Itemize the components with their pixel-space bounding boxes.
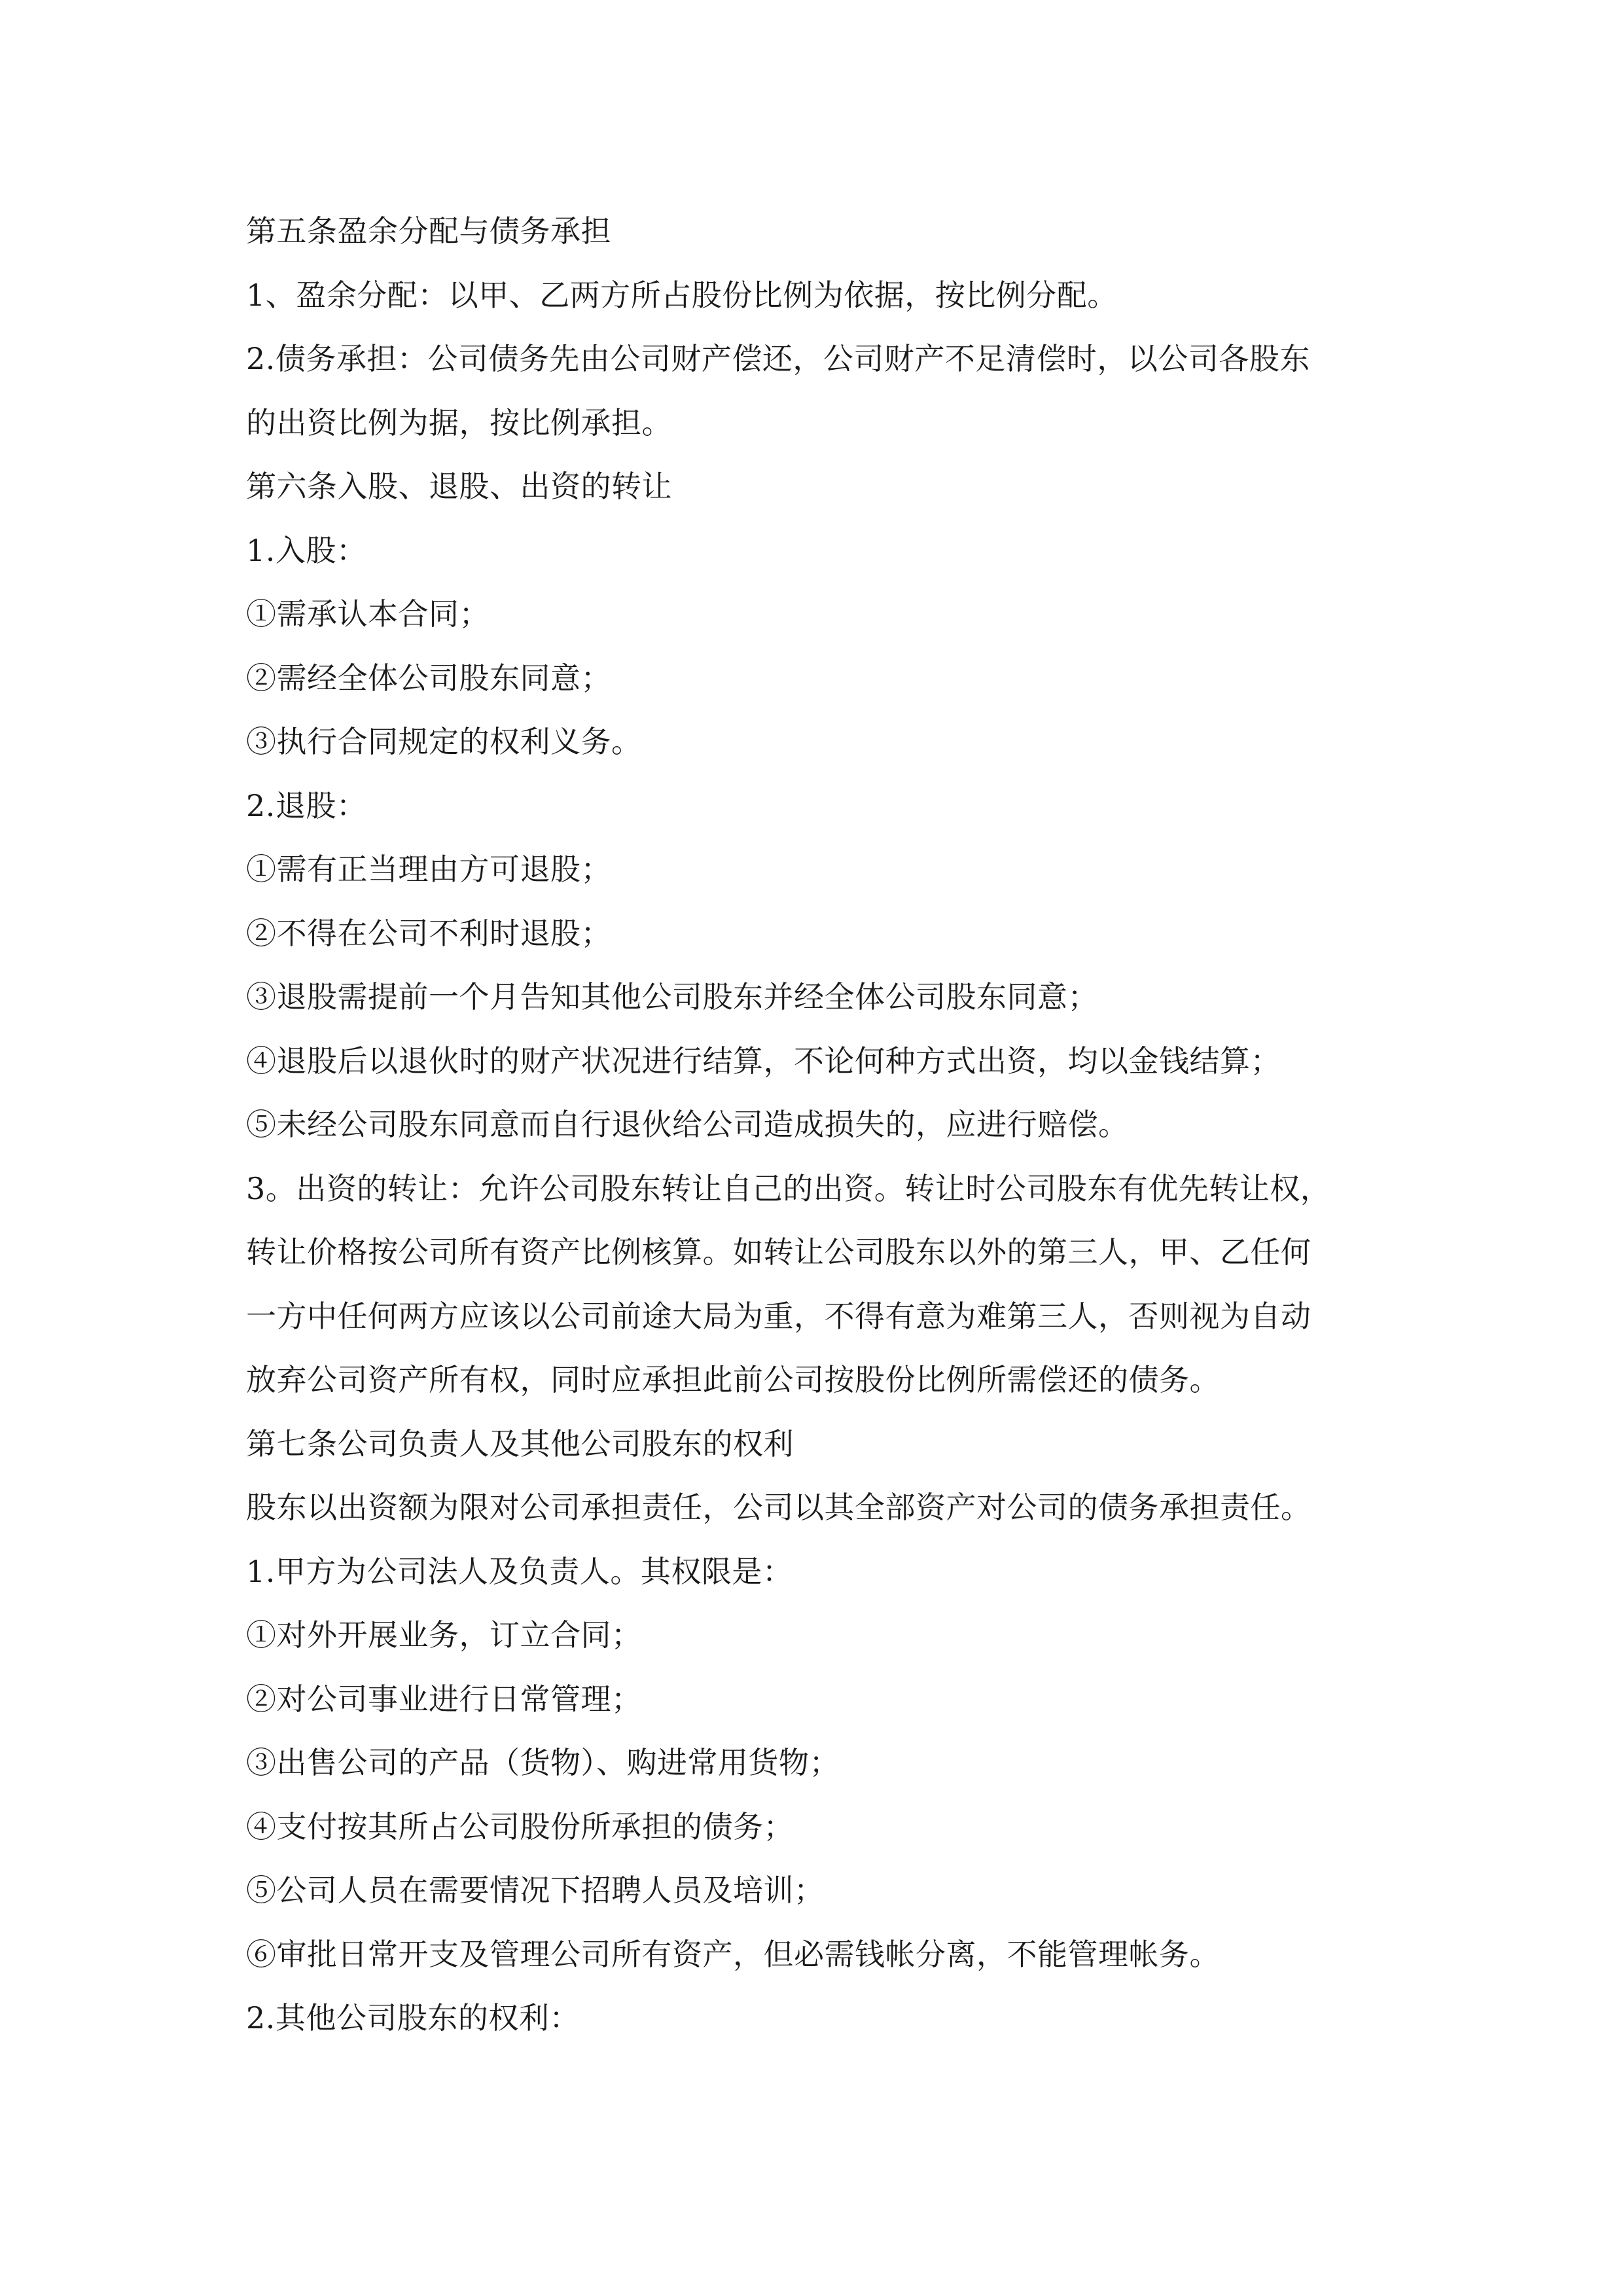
text-line: 2.退股：	[246, 787, 367, 823]
text-line: ③执行合同规定的权利义务。	[246, 724, 642, 759]
text-line: 股东以出资额为限对公司承担责任，公司以其全部资产对公司的债务承担责任。	[246, 1490, 1311, 1525]
article-7-heading: 第七条公司负责人及其他公司股东的权利	[246, 1426, 794, 1462]
text-line: ①需承认本合同；	[246, 596, 490, 632]
text-line: ⑥审批日常开支及管理公司所有资产，但必需钱帐分离，不能管理帐务。	[246, 1936, 1220, 1972]
text-line: 3。出资的转让：允许公司股东转让自己的出资。转让时公司股东有优先转让权，	[246, 1170, 1331, 1206]
article-6-heading: 第六条入股、退股、出资的转让	[246, 469, 672, 504]
text-line: ②对公司事业进行日常管理；	[246, 1681, 642, 1717]
text-line: 一方中任何两方应该以公司前途大局为重，不得有意为难第三人，否则视为自动	[246, 1298, 1311, 1334]
text-line: ②需经全体公司股东同意；	[246, 660, 611, 696]
text-line: 的出资比例为据，按比例承担。	[246, 404, 672, 440]
text-line: ④退股后以退伙时的财产状况进行结算，不论何种方式出资，均以金钱结算；	[246, 1043, 1281, 1079]
article-5-heading: 第五条盈余分配与债务承担	[246, 213, 611, 249]
text-line: ⑤未经公司股东同意而自行退伙给公司造成损失的，应进行赔偿。	[246, 1107, 1129, 1142]
text-line: 转让价格按公司所有资产比例核算。如转让公司股东以外的第三人，甲、乙任何	[246, 1234, 1311, 1270]
text-line: ⑤公司人员在需要情况下招聘人员及培训；	[246, 1873, 825, 1908]
text-line: 1、盈余分配：以甲、乙两方所占股份比例为依据，按比例分配。	[246, 277, 1118, 313]
text-line: 2.其他公司股东的权利：	[246, 2000, 580, 2036]
text-line: 1.入股：	[246, 532, 367, 568]
text-line: ①需有正当理由方可退股；	[246, 852, 611, 887]
text-line: ③退股需提前一个月告知其他公司股东并经全体公司股东同意；	[246, 979, 1098, 1014]
text-line: 2.债务承担：公司债务先由公司财产偿还，公司财产不足清偿时，以公司各股东	[246, 341, 1310, 376]
text-line: 放弃公司资产所有权，同时应承担此前公司按股份比例所需偿还的债务。	[246, 1362, 1220, 1397]
text-line: ③出售公司的产品（货物）、购进常用货物；	[246, 1745, 840, 1780]
text-line: ①对外开展业务，订立合同；	[246, 1617, 642, 1653]
text-line: 1.甲方为公司法人及负责人。其权限是：	[246, 1553, 793, 1589]
document-body	[246, 200, 1411, 2051]
text-line: ②不得在公司不利时退股；	[246, 915, 611, 951]
text-line: ④支付按其所占公司股份所承担的债务；	[246, 1808, 794, 1844]
